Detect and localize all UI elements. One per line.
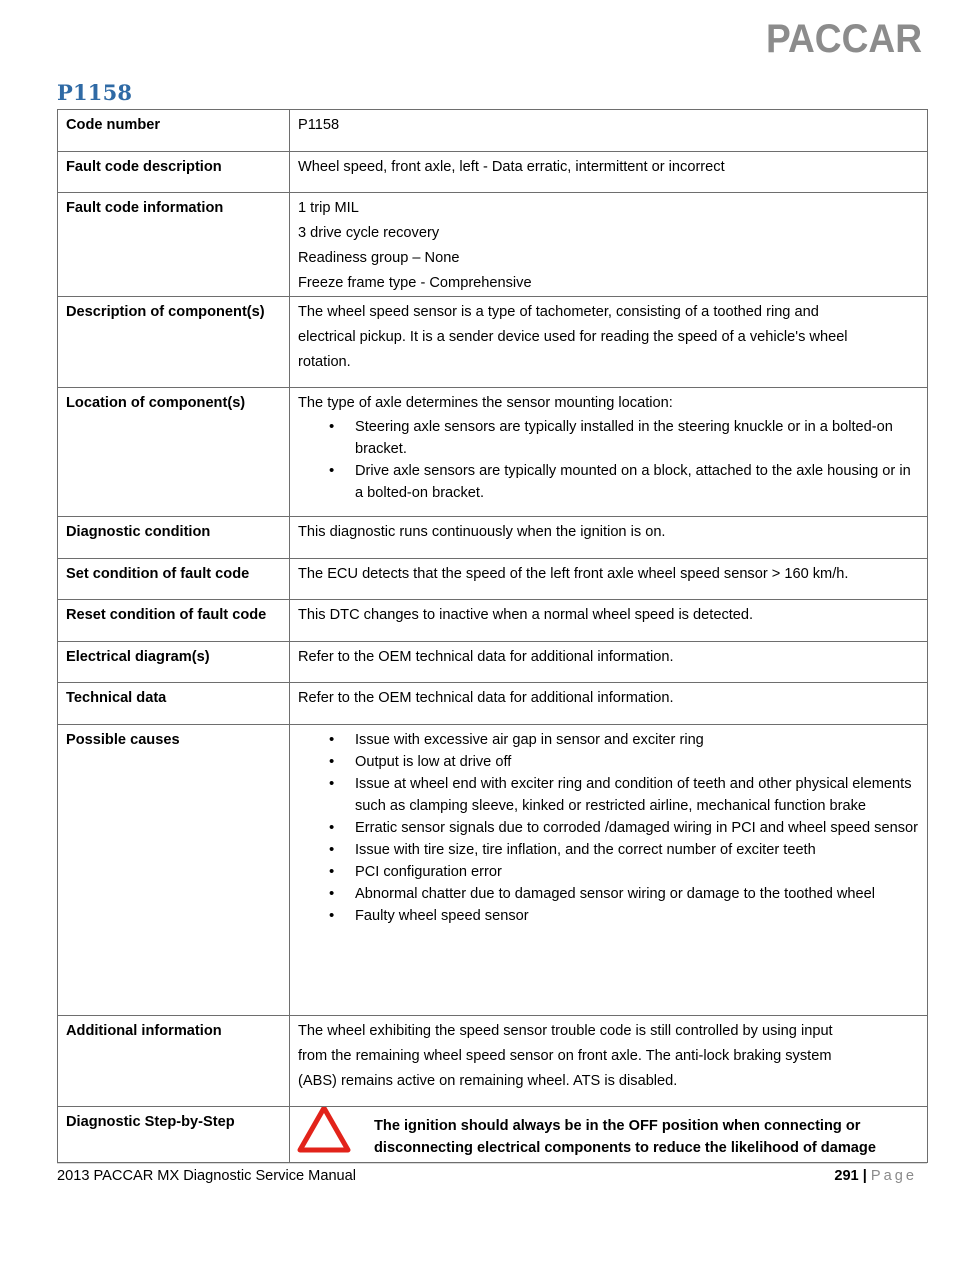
row-label: Description of component(s) bbox=[58, 297, 290, 388]
footer-page-number bbox=[834, 1168, 917, 1184]
warning-callout bbox=[290, 1107, 927, 1160]
list-item: • Faulty wheel speed sensor bbox=[355, 905, 919, 927]
row-label: Code number bbox=[58, 110, 290, 152]
list-item: • Abnormal chatter due to damaged sensor wiring or damage to the toothed wheel bbox=[355, 883, 919, 905]
list-item: • Drive axle sensors are typically mounted on a block, attached to the axle housing or in a bolted-on bracket. bbox=[355, 460, 919, 504]
row-value: P1158 bbox=[290, 110, 928, 152]
row-value: The wheel speed sensor is a type of tachometer, consisting of a toothed ring and electrical pickup. It is a sender device used for reading the speed of a vehicle's wheel rotation. bbox=[290, 297, 928, 388]
paccar-logo bbox=[766, 19, 922, 57]
row-value: The type of axle determines the sensor mounting location: • Steering axle sensors are typically installed in the steering knuckle or in a bolted-on bracket. • Drive axle sensors are typically mounted on a block, attached to the axle housing or in a bolted-on bracket. bbox=[290, 388, 928, 517]
row-label: Set condition of fault code bbox=[58, 559, 290, 600]
table-row bbox=[58, 152, 928, 193]
table-row bbox=[58, 683, 928, 725]
row-label: Fault code description bbox=[58, 152, 290, 193]
list-item: • Output is low at drive off bbox=[355, 751, 919, 773]
table-row bbox=[58, 725, 928, 1016]
table-row bbox=[58, 517, 928, 559]
table-row bbox=[58, 110, 928, 152]
table-row bbox=[58, 600, 928, 642]
row-label: Possible causes bbox=[58, 725, 290, 1016]
table-row bbox=[58, 1107, 928, 1163]
row-value bbox=[290, 1107, 928, 1163]
warning-text: The ignition should always be in the OFF position when connecting or disconnecting electrical components to reduce the likelihood of damage bbox=[374, 1118, 876, 1156]
row-label: Reset condition of fault code bbox=[58, 600, 290, 642]
page-separator: | bbox=[862, 1168, 867, 1184]
warning-triangle-icon bbox=[297, 1107, 351, 1154]
svg-text:PACCAR: PACCAR bbox=[766, 19, 922, 57]
row-value: The ECU detects that the speed of the left front axle wheel speed sensor > 160 km/h. bbox=[290, 559, 928, 600]
row-value: This DTC changes to inactive when a normal wheel speed is detected. bbox=[290, 600, 928, 642]
list-item: • Issue with tire size, tire inflation, and the correct number of exciter teeth bbox=[355, 839, 919, 861]
fault-code-table bbox=[57, 109, 928, 1163]
row-value: Refer to the OEM technical data for additional information. bbox=[290, 683, 928, 725]
page-number: 291 bbox=[834, 1168, 859, 1184]
row-value: Refer to the OEM technical data for additional information. bbox=[290, 642, 928, 683]
table-row bbox=[58, 388, 928, 517]
row-label: Diagnostic Step-by-Step bbox=[58, 1107, 290, 1163]
table-row bbox=[58, 297, 928, 388]
list-item: • Erratic sensor signals due to corroded /damaged wiring in PCI and wheel speed sensor bbox=[355, 817, 919, 839]
row-label: Location of component(s) bbox=[58, 388, 290, 517]
row-label: Diagnostic condition bbox=[58, 517, 290, 559]
row-value: This diagnostic runs continuously when the ignition is on. bbox=[290, 517, 928, 559]
page-title: P1158 bbox=[57, 80, 133, 105]
list-item: • PCI configuration error bbox=[355, 861, 919, 883]
list-item: • Issue with excessive air gap in sensor and exciter ring bbox=[355, 729, 919, 751]
row-label: Electrical diagram(s) bbox=[58, 642, 290, 683]
table-row bbox=[58, 1016, 928, 1107]
row-value: 1 trip MIL 3 drive cycle recovery Readiness group – None Freeze frame type - Comprehensive bbox=[290, 193, 928, 297]
footer-divider bbox=[57, 1163, 927, 1164]
table-row bbox=[58, 559, 928, 600]
row-label: Additional information bbox=[58, 1016, 290, 1107]
row-value: Wheel speed, front axle, left - Data erratic, intermittent or incorrect bbox=[290, 152, 928, 193]
page-word: Page bbox=[870, 1168, 917, 1184]
footer-manual-title: 2013 PACCAR MX Diagnostic Service Manual bbox=[57, 1168, 357, 1184]
table-row bbox=[58, 642, 928, 683]
row-value: The wheel exhibiting the speed sensor trouble code is still controlled by using input from the remaining wheel speed sensor on front axle. The anti-lock braking system (ABS) remains active on remaining wheel. ATS is disabled. bbox=[290, 1016, 928, 1107]
row-label: Fault code information bbox=[58, 193, 290, 297]
row-value bbox=[290, 725, 928, 1016]
list-item: • Issue at wheel end with exciter ring and condition of teeth and other physical elements such as clamping sleeve, kinked or restricted airline, mechanical function brake bbox=[355, 773, 919, 817]
row-label: Technical data bbox=[58, 683, 290, 725]
table-row bbox=[58, 193, 928, 297]
list-item: • Steering axle sensors are typically installed in the steering knuckle or in a bolted-on bracket. bbox=[355, 416, 919, 460]
